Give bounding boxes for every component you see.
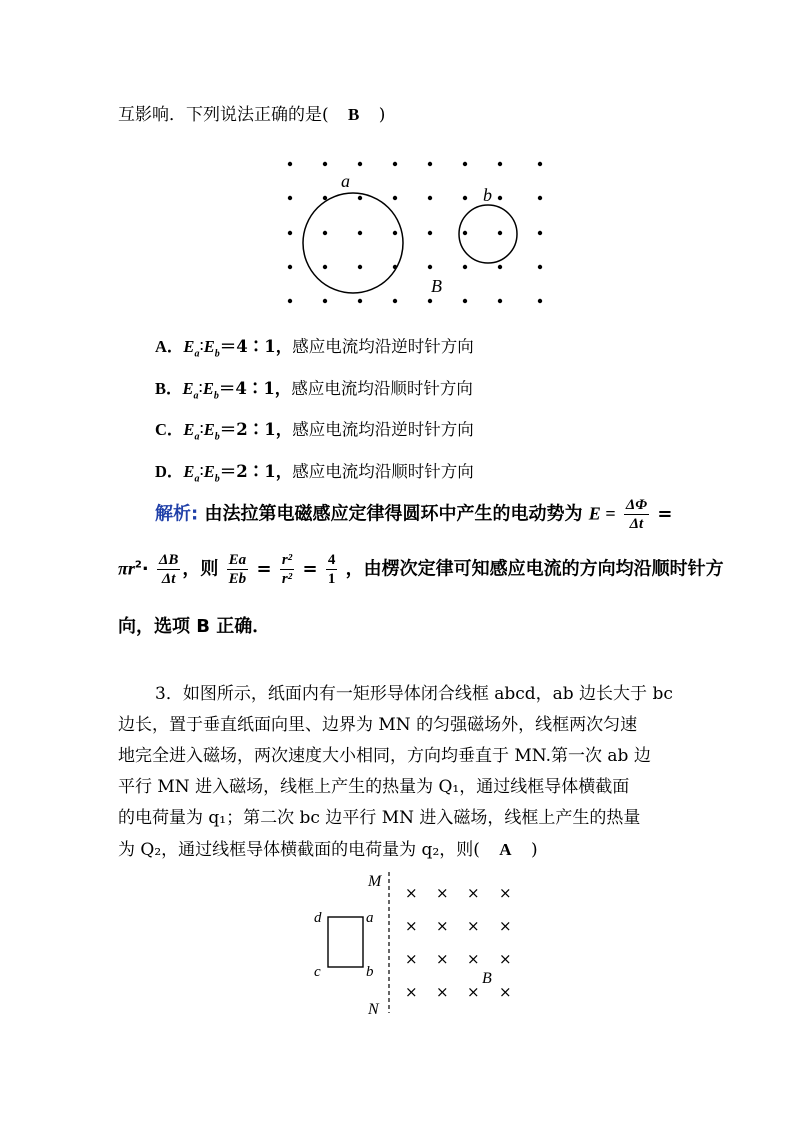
field-dot: [323, 231, 327, 235]
problem3-line-2: 边长，置于垂直纸面向里、边界为 MN 的匀强磁场外，线框两次匀速: [118, 715, 638, 735]
label-B: B: [431, 276, 442, 296]
field-cross: ×: [405, 884, 418, 902]
solution-label: 解析:: [155, 503, 199, 525]
label-b: b: [366, 964, 374, 980]
field-dot: [288, 162, 292, 166]
frac-den: r²: [281, 571, 293, 587]
problem3-answer: A: [499, 840, 512, 859]
ratio: ＝2∶1，: [219, 420, 293, 439]
problem3-line-1: 3．如图所示，纸面内有一矩形导体闭合线框 abcd，ab 边长大于 bc: [155, 684, 673, 704]
frac-num: 4: [327, 552, 336, 568]
solution-eq3: =: [302, 558, 318, 580]
pi-r: πr: [118, 558, 135, 579]
field-dot: [428, 162, 432, 166]
field-dot: [393, 299, 397, 303]
label-M: M: [368, 873, 382, 890]
field-dot: [463, 265, 467, 269]
field-cross: ×: [436, 884, 449, 902]
option-b: [155, 375, 473, 401]
ea: E: [183, 420, 195, 439]
intro-close: ): [378, 105, 386, 125]
ea: E: [183, 337, 195, 356]
eb-sub: b: [214, 473, 220, 485]
frac-den: Δt: [629, 516, 644, 532]
frac-num: ΔB: [158, 552, 179, 568]
solution-line-1: [155, 496, 672, 533]
field-cross: ×: [405, 983, 418, 1001]
field-dot: [428, 196, 432, 200]
ring-a: [303, 193, 403, 293]
field-dot: [463, 162, 467, 166]
field-cross: ×: [436, 950, 449, 968]
field-dots: [288, 162, 542, 303]
field-cross: ×: [467, 983, 480, 1001]
ratio: ＝4∶1，: [219, 337, 293, 356]
frac-dphi-dt: [624, 496, 649, 533]
figure-loop: [300, 868, 530, 1020]
ratio: ＝4∶1，: [218, 379, 292, 398]
eb: E: [203, 337, 215, 356]
solution-eq: =: [657, 503, 673, 525]
problem3-line-3: 地完全进入磁场，两次速度大小相同，方向均垂直于 MN.第一次 ab 边: [118, 746, 651, 766]
frac-den: Δt: [161, 571, 176, 587]
sep: ∶: [199, 462, 204, 481]
field-dot: [358, 196, 362, 200]
option-c: [155, 416, 474, 442]
label-c: c: [314, 964, 321, 980]
frac-num: Ea: [228, 552, 247, 568]
field-cross: ×: [499, 983, 512, 1001]
solution-text-3: 向，选项 B 正确．: [118, 616, 271, 637]
label-b: b: [483, 185, 492, 205]
sep: ∶: [198, 379, 203, 398]
ea-sub: a: [194, 473, 200, 485]
eb-sub: b: [214, 431, 220, 443]
ea: E: [182, 379, 194, 398]
dot: ·: [141, 558, 149, 580]
field-dot: [358, 231, 362, 235]
field-dot: [538, 231, 542, 235]
field-dot: [288, 299, 292, 303]
field-dot: [323, 162, 327, 166]
eb: E: [203, 462, 215, 481]
option-letter: B．: [155, 379, 183, 398]
problem3-line-5: 的电荷量为 q₁；第二次 bc 边平行 MN 进入磁场，线框上产生的热量: [118, 808, 641, 828]
problem3-line-6: [118, 835, 538, 860]
field-crosses: [405, 884, 512, 1001]
option-a: [155, 333, 474, 359]
label-a: a: [366, 910, 374, 926]
option-letter: A．: [155, 337, 184, 356]
field-dot: [498, 265, 502, 269]
field-dot: [463, 299, 467, 303]
field-dot: [498, 196, 502, 200]
frac-den: 1: [327, 571, 336, 587]
field-dot: [463, 231, 467, 235]
field-cross: ×: [436, 983, 449, 1001]
ea-sub: a: [194, 348, 200, 360]
frac-4-1: [326, 551, 338, 588]
field-cross: ×: [499, 917, 512, 935]
problem3-text-6: 为 Q₂，通过线框导体横截面的电荷量为 q₂，则(: [118, 840, 480, 860]
field-dot: [323, 265, 327, 269]
frac-num: ΔΦ: [625, 497, 648, 513]
field-dot: [538, 265, 542, 269]
field-dot: [358, 299, 362, 303]
option-d: [155, 458, 474, 484]
field-cross: ×: [499, 950, 512, 968]
field-dot: [288, 231, 292, 235]
field-cross: ×: [405, 950, 418, 968]
ea-sub: a: [194, 431, 200, 443]
solution-text-2: ，由楞次定律可知感应电流的方向均沿顺时针方: [345, 558, 724, 580]
option-letter: C．: [155, 420, 184, 439]
eb: E: [203, 420, 215, 439]
field-dot: [463, 196, 467, 200]
field-dot: [428, 231, 432, 235]
field-dot: [538, 196, 542, 200]
field-dot: [498, 162, 502, 166]
ratio: ＝2∶1，: [219, 462, 293, 481]
field-cross: ×: [499, 884, 512, 902]
field-dot: [498, 299, 502, 303]
intro-text: 互影响．下列说法正确的是(: [118, 105, 329, 125]
intro-line: [118, 100, 385, 125]
field-dot: [323, 299, 327, 303]
solution-text-1: 由法拉第电磁感应定律得圆环中产生的电动势为: [204, 503, 583, 525]
field-dot: [323, 196, 327, 200]
field-dot: [538, 162, 542, 166]
label-d: d: [314, 910, 322, 926]
problem3-close: ): [530, 840, 538, 860]
field-dot: [393, 231, 397, 235]
field-dot: [393, 162, 397, 166]
intro-answer: B: [348, 105, 360, 124]
label-N: N: [368, 1001, 379, 1018]
frac-ea-eb: [227, 551, 249, 588]
field-cross: ×: [405, 917, 418, 935]
solution-eq2: =: [256, 558, 272, 580]
field-dot: [498, 231, 502, 235]
field-dot: [428, 299, 432, 303]
solution-then: ，则: [182, 558, 219, 580]
option-text: 感应电流均沿顺时针方向: [291, 379, 473, 398]
ea-sub: a: [193, 390, 199, 402]
field-dot: [393, 196, 397, 200]
ring-b: [459, 205, 517, 263]
pow2: 2: [134, 559, 142, 571]
label-a: a: [341, 171, 350, 191]
field-dot: [288, 196, 292, 200]
field-dot: [358, 162, 362, 166]
field-cross: ×: [436, 917, 449, 935]
field-cross: ×: [467, 917, 480, 935]
eb-sub: b: [213, 390, 219, 402]
option-letter: D．: [155, 462, 184, 481]
option-text: 感应电流均沿逆时针方向: [292, 337, 474, 356]
solution-line-3: [118, 612, 270, 638]
label-B: B: [482, 970, 492, 987]
solution-e-eq: E =: [588, 503, 616, 524]
frac-num: r²: [281, 552, 293, 568]
problem3-line-4: 平行 MN 进入磁场，线框上产生的热量为 Q₁，通过线框导体横截面: [118, 777, 630, 797]
sep: ∶: [199, 420, 204, 439]
eb-sub: b: [214, 348, 220, 360]
sep: ∶: [199, 337, 204, 356]
field-dot: [428, 265, 432, 269]
loop-abcd: [328, 917, 363, 967]
field-dot: [538, 299, 542, 303]
ea: E: [183, 462, 195, 481]
solution-line-2: [118, 551, 724, 588]
eb: E: [202, 379, 214, 398]
field-cross: ×: [467, 884, 480, 902]
field-cross: ×: [467, 950, 480, 968]
field-dot: [358, 265, 362, 269]
frac-den: Eb: [228, 571, 247, 587]
field-dot: [288, 265, 292, 269]
option-text: 感应电流均沿逆时针方向: [292, 420, 474, 439]
frac-r2: [280, 551, 294, 588]
option-text: 感应电流均沿顺时针方向: [292, 462, 474, 481]
figure-rings: [270, 150, 570, 315]
frac-db-dt: [157, 551, 180, 588]
